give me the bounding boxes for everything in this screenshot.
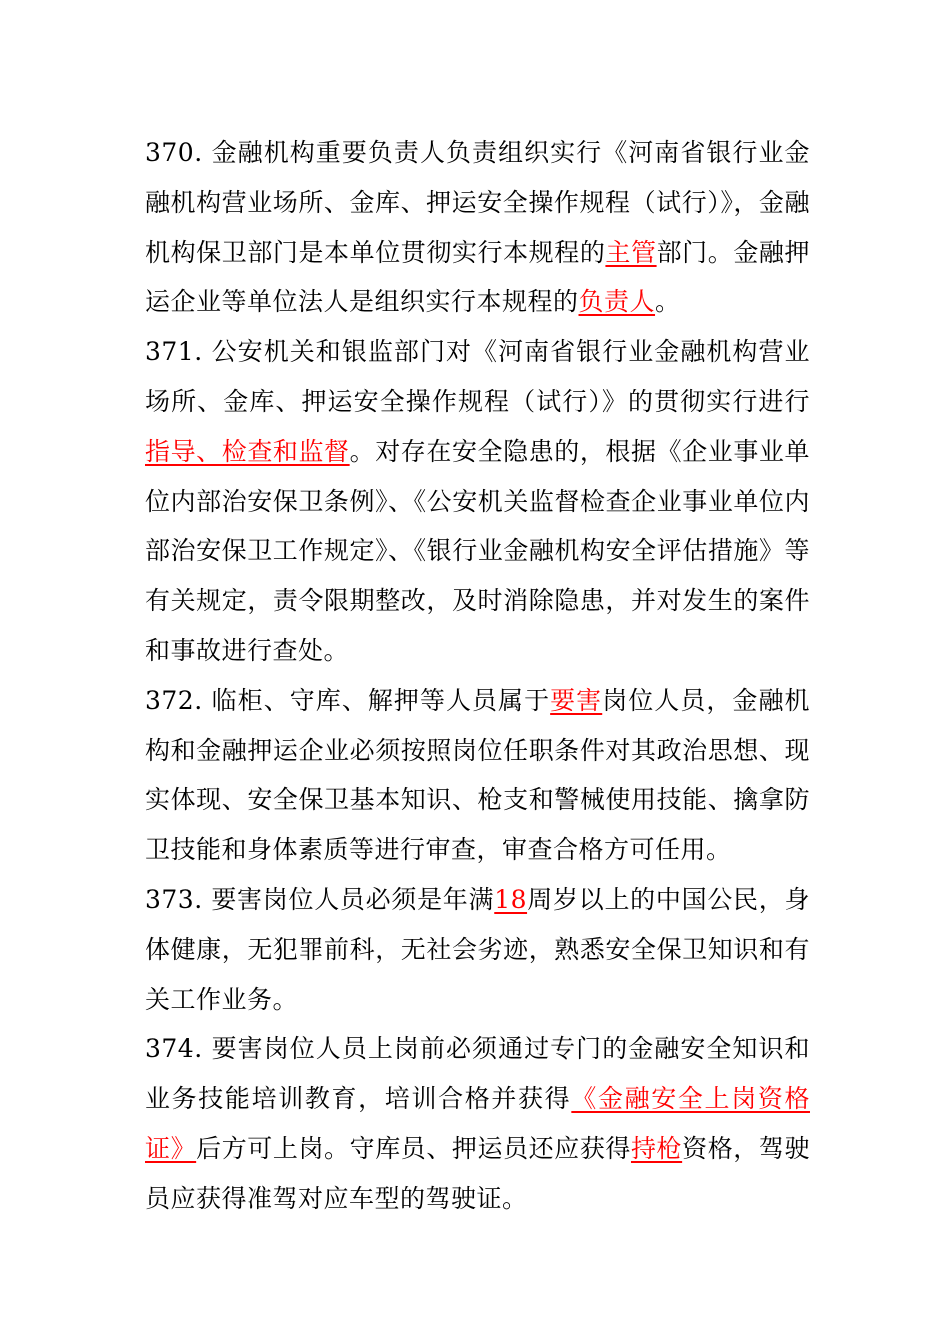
text-segment: 。对存在安全隐患的，根据《企业事业单位内部治安保卫条例》、《公安机关监督检查企业事业单位内部治安保卫工作规定》、《银行业金融机构安全评估措施》等有关规定，责令限期整改，及时消除隐患，并对发生的案件和事故进行查处。 [145, 436, 810, 665]
document-page [145, 128, 810, 1224]
text-segment: 。 [655, 287, 681, 317]
text-segment: 部门。金融押运企业等单位法人是组织实行本规程的 [145, 237, 810, 317]
answer-blank: 指导、检查和监督 [145, 436, 350, 466]
answer-blank: 18 [494, 884, 528, 914]
text-segment: 374. 要害岗位人员上岗前必须通过专门的金融安全知识和业务技能培训教育，培训合格并获得 [145, 1034, 810, 1114]
text-segment: 周岁以上的中国公民，身体健康，无犯罪前科，无社会劣迹，熟悉安全保卫知识和有关工作业务。 [145, 884, 810, 1014]
answer-blank: 主管 [605, 237, 657, 267]
text-segment: 岗位人员，金融机构和金融押运企业必须按照岗位任职条件对其政治思想、现实体现、安全保卫基本知识、枪支和警械使用技能、擒拿防卫技能和身体素质等进行审查，审查合格方可任用。 [145, 685, 810, 865]
text-segment: 372. 临柜、守库、解押等人员属于 [145, 685, 551, 715]
answer-blank: 要害 [550, 685, 603, 715]
text-segment: 371. 公安机关和银监部门对《河南省银行业金融机构营业场所、金库、押运安全操作规程（试行）》的贯彻实行进行 [145, 337, 810, 416]
paragraph-372 [145, 676, 810, 875]
paragraph-373 [145, 875, 810, 1024]
answer-blank: 持枪 [630, 1133, 683, 1163]
paragraph-370 [145, 128, 810, 327]
paragraph-371 [145, 327, 810, 676]
text-segment: 资格，驾驶员应获得准驾对应车型的驾驶证。 [145, 1133, 810, 1213]
text-segment: 后方可上岗。守库员、押运员还应获得 [196, 1133, 631, 1163]
paragraph-374 [145, 1024, 810, 1223]
text-segment: 373. 要害岗位人员必须是年满 [145, 884, 495, 914]
answer-blank: 《金融安全上岗资格证》 [145, 1084, 810, 1163]
answer-blank: 负责人 [578, 287, 656, 317]
text-segment: 370. 金融机构重要负责人负责组织实行《河南省银行业金融机构营业场所、金库、押运安全操作规程（试行）》，金融机构保卫部门是本单位贯彻实行本规程的 [145, 138, 810, 267]
